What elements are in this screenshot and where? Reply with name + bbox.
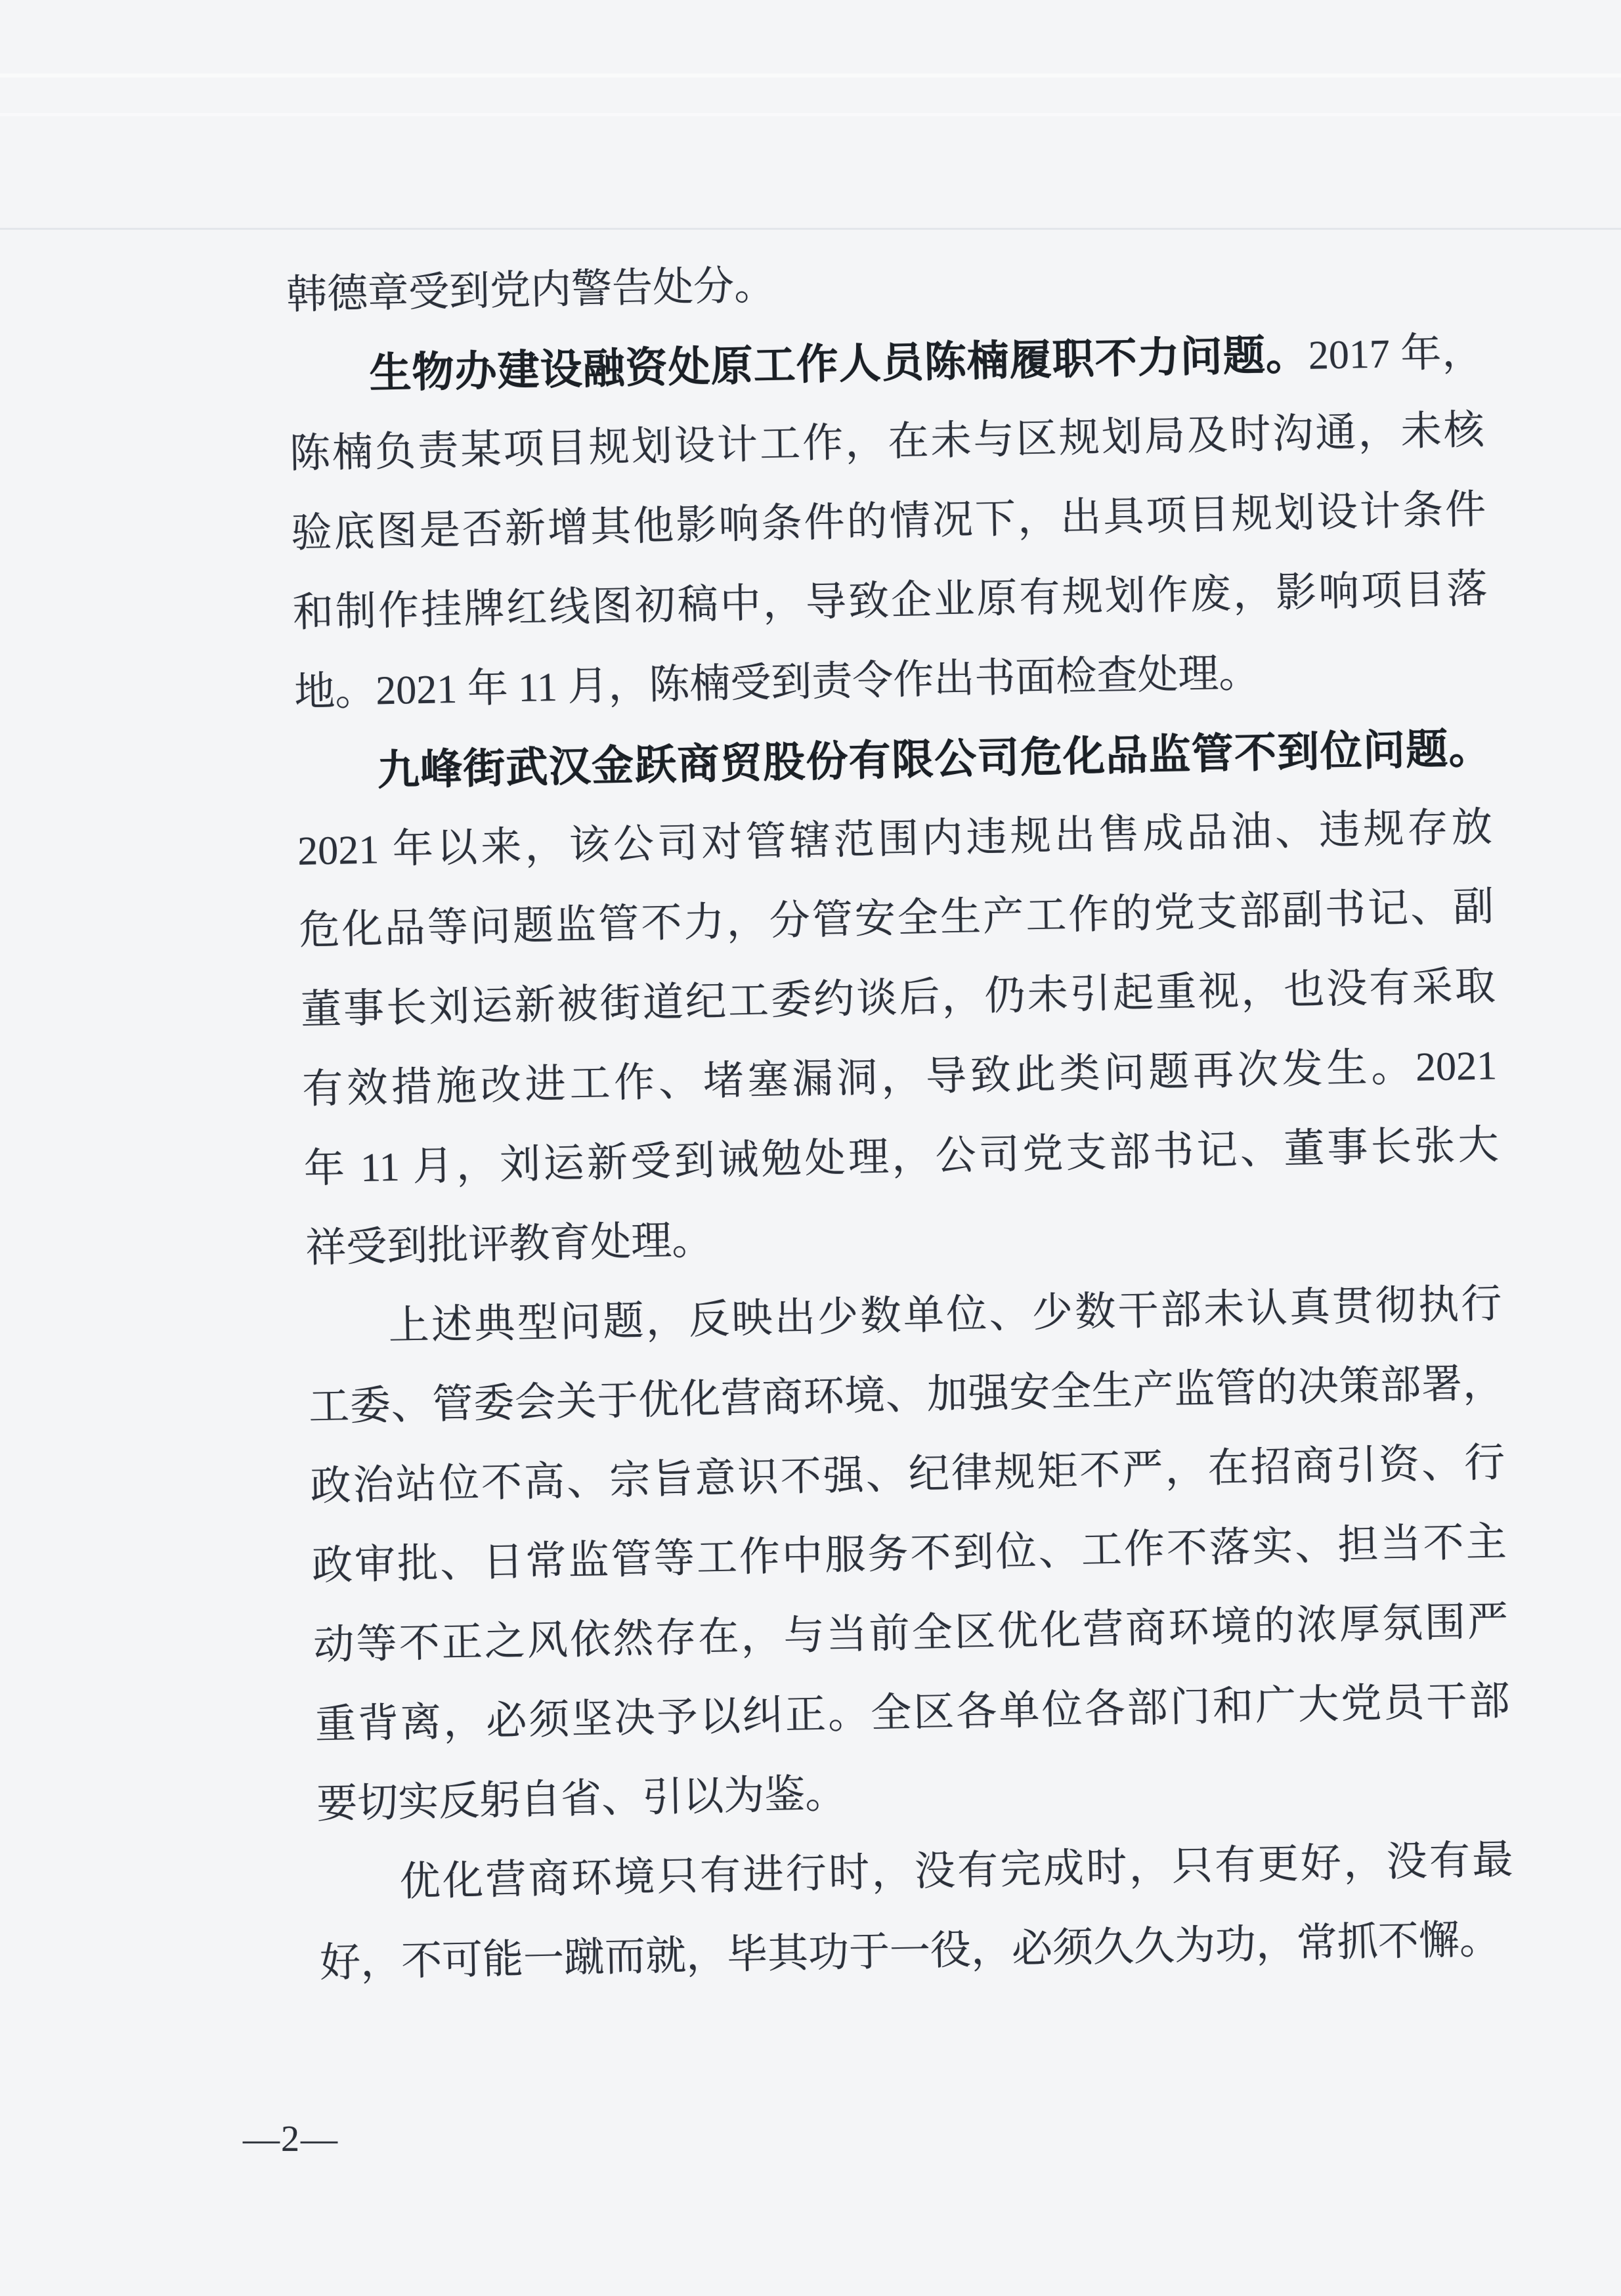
bold-heading-segment: 九峰街武汉金跃商贸股份有限公司危化品监管不到位问题。 xyxy=(377,724,1492,794)
page-number: —2— xyxy=(243,2119,339,2159)
document-body xyxy=(286,232,1515,2003)
text-segment: 工委、管委会关于优化营商环境、加强安全生产监管的决策部署， xyxy=(308,1361,1504,1430)
text-segment: 危化品等问题监管不力，分管安全生产工作的党支部副书记、副 xyxy=(298,884,1494,953)
text-segment: 有效措施改进工作、堵塞漏洞，导致此类问题再次发生。2021 xyxy=(301,1043,1498,1112)
text-segment: 2021 年以来，该公司对管辖范围内违规出售成品油、违规存放 xyxy=(297,805,1493,874)
scan-streak-artifact xyxy=(0,228,1621,230)
text-segment: 要切实反躬自省、引以为鉴。 xyxy=(316,1771,846,1827)
bold-heading-segment: 生物办建设融资处原工作人员陈楠履职不力问题。 xyxy=(368,330,1309,397)
text-segment: 地。2021 年 11 月，陈楠受到责令作出书面检查处理。 xyxy=(293,651,1260,715)
text-segment: 上述典型问题，反映出少数单位、少数干部未认真贯彻执行 xyxy=(388,1282,1503,1349)
text-segment: 政治站位不高、宗旨意识不强、纪律规矩不严，在招商引资、行 xyxy=(309,1440,1505,1509)
text-segment: 动等不正之风依然存在，与当前全区优化营商环境的浓厚氛围严 xyxy=(313,1599,1509,1668)
text-segment: 好，不可能一蹴而就，毕其功于一役，必须久久为功，常抓不懈。 xyxy=(319,1917,1501,1986)
text-segment: 重背离，必须坚决予以纠正。全区各单位各部门和广大党员干部 xyxy=(314,1679,1511,1748)
scan-streak-artifact xyxy=(0,74,1621,77)
text-segment: 韩德章受到党内警告处分。 xyxy=(286,263,775,318)
text-segment: 陈楠负责某项目规划设计工作，在未与区规划局及时沟通，未核 xyxy=(289,408,1485,477)
text-segment: 优化营商环境只有进行时，没有完成时，只有更好，没有最 xyxy=(399,1837,1514,1905)
text-segment: 年 11 月，刘运新受到诫勉处理，公司党支部书记、董事长张大 xyxy=(303,1123,1500,1192)
text-segment: 2017 年， xyxy=(1308,330,1483,378)
scan-streak-artifact xyxy=(0,113,1621,116)
text-segment: 董事长刘运新被街道纪工委约谈后，仍未引起重视，也没有采取 xyxy=(300,964,1496,1033)
text-segment: 验底图是否新增其他影响条件的情况下，出具项目规划设计条件 xyxy=(290,487,1486,556)
text-segment: 祥受到批评教育处理。 xyxy=(305,1218,713,1271)
text-segment: 和制作挂牌红线图初稿中，导致企业原有规划作废，影响项目落 xyxy=(292,567,1488,636)
text-segment: 政审批、日常监管等工作中服务不到位、工作不落实、担当不主 xyxy=(311,1520,1507,1589)
